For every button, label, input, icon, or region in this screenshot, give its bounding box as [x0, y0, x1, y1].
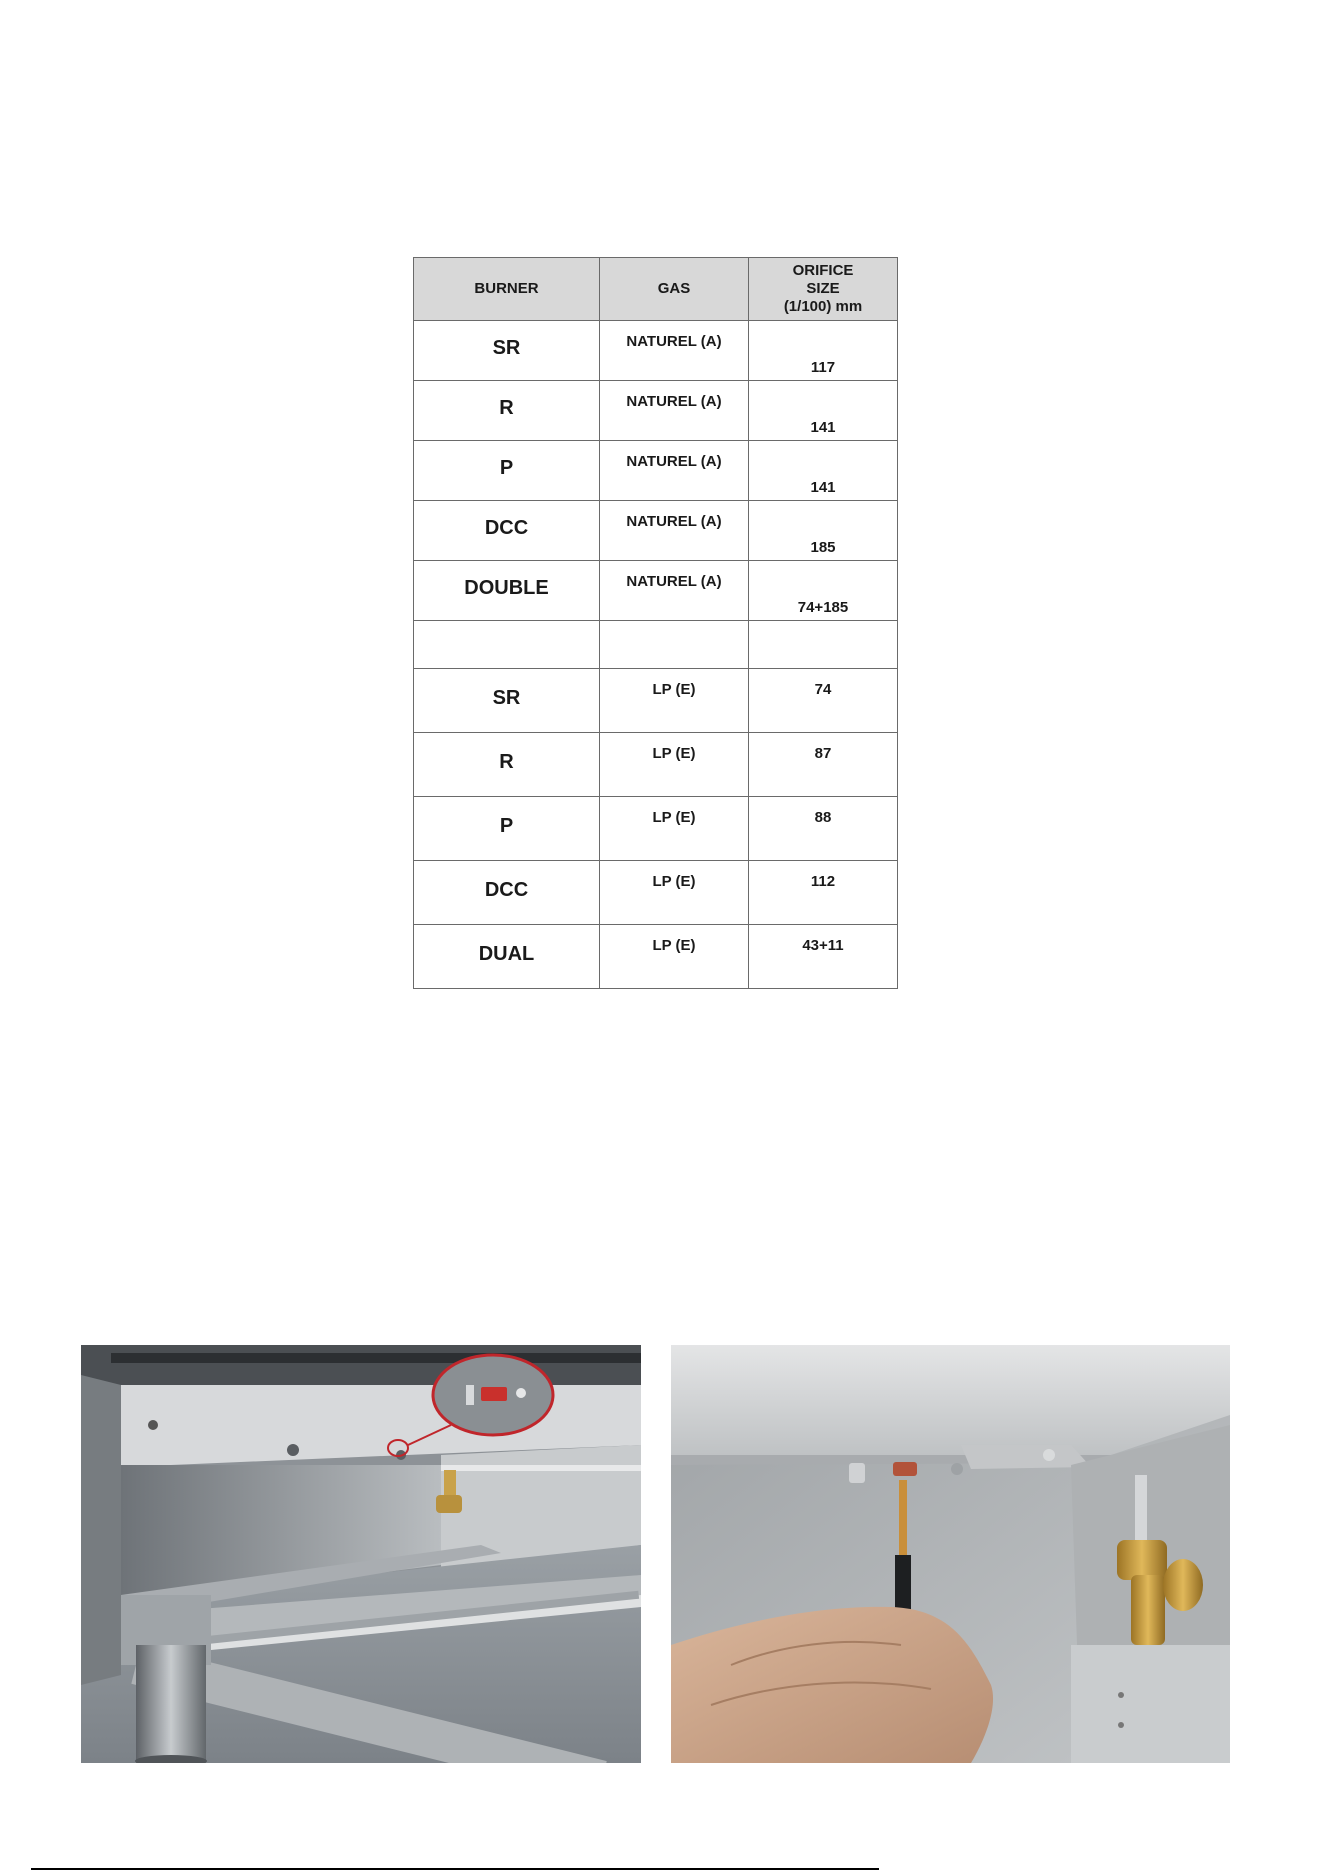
table-row [414, 925, 898, 989]
orifice-size-cell: 88 [749, 797, 898, 861]
table-row [414, 797, 898, 861]
burner-cell: R [414, 381, 600, 441]
footer-rule [31, 1868, 879, 1870]
burner-cell: SR [414, 321, 600, 381]
table-row [414, 381, 898, 441]
gas-cell: LP (E) [600, 861, 749, 925]
orifice-size-cell: 87 [749, 733, 898, 797]
header-burner: BURNER [414, 258, 600, 321]
gas-cell: LP (E) [600, 733, 749, 797]
burner-cell: SR [414, 669, 600, 733]
orifice-size-cell: 185 [749, 501, 898, 561]
orifice-size-cell: 141 [749, 441, 898, 501]
table-header-row [414, 258, 898, 321]
header-orifice-line3: (1/100) mm [783, 298, 863, 315]
photo-appliance-underside-drawing [81, 1345, 641, 1763]
empty-cell [749, 621, 898, 669]
gas-cell: NATUREL (A) [600, 321, 749, 381]
table-row [414, 669, 898, 733]
orifice-size-cell: 141 [749, 381, 898, 441]
burner-cell: DCC [414, 501, 600, 561]
orifice-size-cell: 112 [749, 861, 898, 925]
burner-cell: P [414, 797, 600, 861]
orifice-size-cell: 74+185 [749, 561, 898, 621]
gas-cell: NATUREL (A) [600, 561, 749, 621]
header-orifice-line2: SIZE [806, 280, 840, 297]
orifice-size-cell: 74 [749, 669, 898, 733]
photo-orifice-adjustment-drawing [671, 1345, 1230, 1763]
table-row [414, 561, 898, 621]
burner-cell: DOUBLE [414, 561, 600, 621]
orifice-size-table [413, 257, 898, 989]
orifice-size-cell: 117 [749, 321, 898, 381]
table-row [414, 861, 898, 925]
gas-cell: LP (E) [600, 797, 749, 861]
gas-cell: NATUREL (A) [600, 441, 749, 501]
burner-cell: DUAL [414, 925, 600, 989]
empty-cell [414, 621, 600, 669]
burner-cell: R [414, 733, 600, 797]
gas-cell: NATUREL (A) [600, 381, 749, 441]
table-row [414, 321, 898, 381]
table-row [414, 733, 898, 797]
empty-separator-row [414, 621, 898, 669]
header-orifice-size [749, 258, 898, 321]
empty-cell [600, 621, 749, 669]
orifice-size-cell: 43+11 [749, 925, 898, 989]
burner-cell: P [414, 441, 600, 501]
gas-cell: NATUREL (A) [600, 501, 749, 561]
header-orifice-line1: ORIFICE [792, 262, 854, 279]
gas-cell: LP (E) [600, 925, 749, 989]
photo-appliance-underside [81, 1345, 641, 1763]
table-row [414, 441, 898, 501]
table-row [414, 501, 898, 561]
burner-cell: DCC [414, 861, 600, 925]
photo-orifice-adjustment [671, 1345, 1230, 1763]
gas-cell: LP (E) [600, 669, 749, 733]
header-gas: GAS [600, 258, 749, 321]
